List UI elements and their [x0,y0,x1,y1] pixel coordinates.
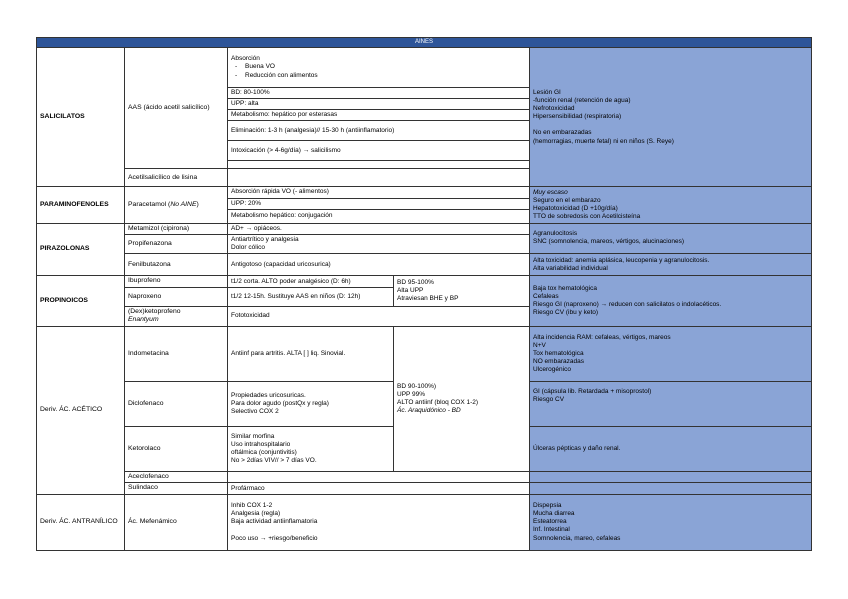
info-line: BD 90-100%) [397,382,437,390]
fenilbutazona-note [530,254,812,276]
aas-bd: BD: 80-100% [228,88,530,99]
diclofenaco-info [228,381,394,426]
note-line: Alta toxicidad: anemia aplásica, leucopenia y agranulocitosis. [533,256,710,264]
note-line: Alta variabilidad individual [533,264,608,272]
note-line: Hipersensibilidad (respiratoria) [533,113,622,121]
drug-propifenazona: Propifenazona [125,235,228,254]
drug-aas: AAS (ácido acetil salicílico) [125,48,228,169]
drug-sulindaco: Sulindaco [125,483,228,494]
aas-absorcion [228,48,530,88]
info-line: Propiedades uricosuricas. [231,391,306,399]
note-line: Seguro en el embarazo [533,196,601,204]
aas-upp: UPP: alta [228,99,530,110]
info-line: Atraviesan BHE y BP [397,295,459,303]
indometacina-info: Antiinf para artritis. ALTA [ ] liq. Sinovial. [228,326,394,381]
group-antranilico: Deriv. ÁC. ANTRANÍLICO [37,494,125,550]
info-line: Alta UPP [397,287,424,295]
paraminofenoles-note [530,187,812,223]
sulindaco-info: Profármaco [228,483,530,494]
drug-ketorolaco: Ketorolaco [125,426,228,471]
ibuprofeno-info: t1/2 corta. ALTO poder analgésico (D: 6h) [228,276,394,287]
group-propinoicos: PROPINOICOS [37,276,125,326]
ketorolaco-note: Úlceras pépticas y daño renal. [530,426,812,471]
note-line: Dispepsia [533,502,562,509]
note-line [533,121,808,129]
paracetamol-close: ) [196,200,199,208]
aas-spacer [228,161,530,169]
aceclofenaco-info [228,471,530,482]
dexketoprofeno-info: Fototoxicidad [228,306,530,326]
group-paraminofenoles: PARAMINOFENOLES [37,187,125,223]
info-line [231,526,526,534]
info-line: Para dolor agudo (postQx y regla) [231,399,329,407]
drug-dexketoprofeno [125,306,228,326]
group-acetico: Deriv. ÁC. ACÉTICO [37,326,125,494]
drug-naproxeno: Naproxeno [125,287,228,306]
note-line: Alta incidencia RAM: cefaleas, vértigos, mareos [533,333,671,341]
fenilbutazona-info: Antigotoso (capacidad uricosurica) [228,254,530,276]
info-line: Similar morfina [231,432,275,440]
note-line: Mucha diarrea [533,510,575,518]
paracetamol-metabolismo: Metabolismo hepático: conjugación [228,209,530,223]
drug-fenilbutazona: Fenilbutazona [125,254,228,276]
drug-acetilsalicilico: Acetilsalicílico de lisina [125,169,228,187]
drug-mefenamico: Ác. Mefenámico [125,494,228,550]
note-line: Baja tox hematológica [533,284,597,292]
table-header: AINES [37,38,812,48]
note-line: -función renal (retención de agua) [533,96,631,104]
info-line: No > 2días VIV// > 7 días VO. [231,456,317,464]
drug-diclofenaco: Diclofenaco [125,381,228,426]
aines-table [36,37,812,551]
pirazolonas-note [530,223,812,254]
info-line: Selectivo COX 2 [231,407,279,415]
diclofenaco-note [530,381,812,426]
paracetamol-note: No AINE [170,200,197,208]
sulindaco-note [530,483,812,494]
naproxeno-info: t1/2 12-15h. Sustituye AAS en niños (D: 12h) [228,287,394,306]
info-line: Baja actividad antiinflamatoria [231,518,318,526]
note-line: Ulcerogénico [533,366,571,374]
note-line: Riesgo CV [533,395,565,403]
paracetamol-absorcion: Absorción rápida VO (- alimentos) [228,187,530,198]
aas-eliminacion: Eliminación: 1-3 h (analgesia)// 15-30 h (antiinflamatorio) [228,121,530,141]
drug-aceclofenaco: Aceclofenaco [125,471,228,482]
salicilatos-note [530,48,812,187]
propinoicos-bd [394,276,530,306]
drug-ibuprofeno: Ibuprofeno [125,276,228,287]
absorcion-item: - Buena VO [231,63,526,71]
note-line: N+V [533,341,546,349]
note-line: No en embarazadas [533,129,592,137]
info-line: Inhib COX 1-2 [231,502,273,509]
drug-paracetamol [125,187,228,223]
note-line: Esteatorrea [533,518,567,526]
group-pirazolonas: PIRAZOLONAS [37,223,125,276]
info-line: Antiartrítico y analgesia [231,236,299,244]
drug-metamizol: Metamizol (cipirona) [125,223,228,234]
group-salicilatos: SALICILATOS [37,48,125,187]
note-line: Tox hematológica [533,349,584,357]
aas-intoxicacion: Intoxicación (> 4-6g/día) → salicilismo [228,141,530,161]
note-line: Muy escaso [533,188,568,196]
propinoicos-note [530,276,812,326]
info-line: UPP 99% [397,390,426,398]
absorcion-title: Absorción [231,55,260,63]
note-line: NO embarazadas [533,357,584,365]
acetilsalicilico-info [228,169,530,187]
info-line: Analgesia (regla) [231,510,281,518]
dex-name: (Dex)ketoprofeno [128,307,181,315]
ketorolaco-info [228,426,394,471]
note-line: (hemorragias, muerte fetal) ni en niños (S. Reye) [533,137,674,145]
dex-brand: Enantyum [128,316,159,324]
mefenamico-info [228,494,530,550]
aas-metabolismo: Metabolismo: hepático por esterasas [228,110,530,121]
note-line: SNC (somnolencia, mareos, vértigos, alucinaciones) [533,238,685,246]
note-line: Inf. Intestinal [533,526,570,534]
note-line: Hepatotoxicidad (D +10g/día) [533,205,618,212]
note-line: TTO de sobredosis con Acetilcisteína [533,213,641,221]
note-line: Agranulocitosis [533,230,578,238]
note-line: GI (cápsula lib. Retardada + misoprostol) [533,387,652,395]
paracetamol-name: Paracetamol ( [128,200,171,208]
note-line: Cefaleas [533,292,559,300]
info-line: BD 95-100% [397,278,434,286]
paracetamol-upp: UPP: 20% [228,198,530,209]
aceclofenaco-note [530,471,812,482]
propifenazona-info [228,235,530,254]
info-line: Dolor cólico [231,244,265,252]
note-line: Riesgo GI (naproxeno) → reducen con salicilatos o indolacéticos. [533,301,722,309]
info-line: oftálmica (conjuntivitis) [231,448,297,456]
note-line: Lesión GI [533,88,561,96]
note-line: Nefrotoxicidad [533,105,575,112]
indometacina-note [530,326,812,381]
mefenamico-note [530,494,812,550]
metamizol-info: AD+ → opiáceos. [228,223,530,234]
drug-indometacina: Indometacina [125,326,228,381]
info-line: ALTO antiinf (bloq COX 1-2) [397,398,479,406]
absorcion-item: - Reducción con alimentos [231,72,526,80]
acetico-bd [394,326,530,471]
info-line: Ác. Araquidónico - BD [397,406,461,414]
info-line: Poco uso → +riesgo/beneficio [231,534,318,542]
info-line: Uso intrahospitalario [231,440,291,448]
note-line: Somnolencia, mareo, cefaleas [533,534,621,542]
note-line: Riesgo CV (ibu y keto) [533,309,599,317]
